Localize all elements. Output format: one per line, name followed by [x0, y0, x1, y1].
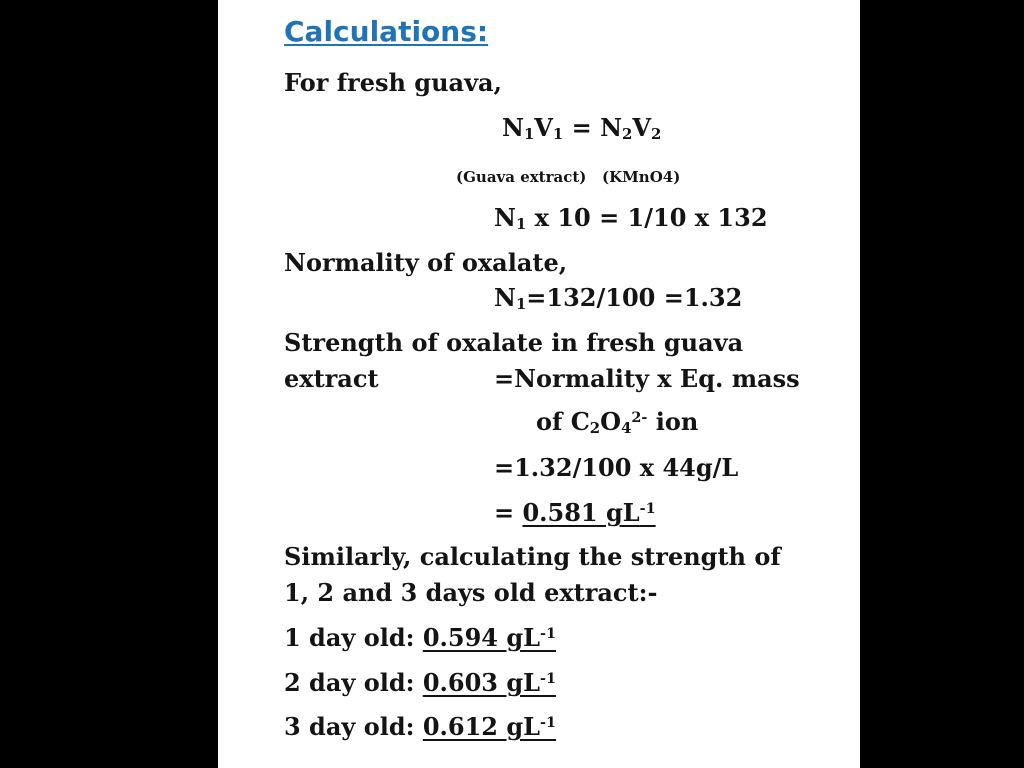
day-exponent: -1 [539, 625, 556, 643]
similarly-line-2: 1, 2 and 3 days old extract:- [284, 578, 658, 607]
equation-rest: x 10 = 1/10 x 132 [526, 203, 768, 232]
n-subscript: 1 [515, 294, 527, 313]
equation-n1v1-n2v2 [502, 113, 662, 143]
result-prefix: = [494, 498, 523, 527]
equals-sign: = [563, 113, 601, 142]
n2-subscript: 2 [622, 124, 633, 143]
n-symbol: N [494, 283, 516, 312]
slide-page [218, 0, 860, 768]
similarly-line-1: Similarly, calculating the strength of [284, 542, 781, 571]
n-subscript: 1 [515, 214, 527, 233]
n1-subscript: 1 [523, 124, 535, 143]
day-exponent: -1 [539, 670, 556, 688]
day-result-row [284, 623, 556, 652]
day-label: 3 day old: [284, 712, 423, 741]
day-result-row [284, 668, 556, 697]
o-symbol: O [600, 407, 622, 436]
day-label: 1 day old: [284, 623, 423, 652]
normality-equation [494, 283, 743, 313]
v1-symbol: V [534, 113, 553, 142]
day-number: 0.594 gL [422, 623, 540, 652]
result-value [522, 498, 655, 527]
day-number: 0.612 gL [422, 712, 540, 741]
equation-rest: =132/100 =1.32 [526, 283, 743, 312]
n2-symbol: N [600, 113, 623, 142]
v1-subscript: 1 [552, 124, 564, 143]
strength-line-2-right: =Normality x Eq. mass [494, 364, 800, 393]
equation-n1-times-10 [494, 203, 768, 233]
day-label: 2 day old: [284, 668, 423, 697]
strength-result [494, 498, 656, 527]
ion-charge: 2- [631, 409, 648, 427]
page-title: Calculations: [284, 15, 489, 48]
normality-label: Normality of oxalate, [284, 248, 568, 277]
result-number: 0.581 gL [522, 498, 640, 527]
n1-symbol: N [502, 113, 524, 142]
oxalate-ion-line [536, 407, 699, 437]
v2-subscript: 2 [651, 124, 662, 143]
strength-line-1: Strength of oxalate in fresh guava [284, 328, 744, 357]
result-exponent: -1 [639, 500, 656, 518]
v2-symbol: V [632, 113, 652, 142]
day-value [423, 623, 556, 652]
day-value [423, 668, 556, 697]
fresh-guava-intro: For fresh guava, [284, 68, 502, 97]
strength-calculation: =1.32/100 x 44g/L [494, 453, 739, 482]
equation-labels: (Guava extract) (KMnO4) [456, 168, 681, 186]
day-number: 0.603 gL [422, 668, 540, 697]
ion-prefix: of C [536, 407, 590, 436]
o-subscript: 4 [621, 418, 632, 437]
c-subscript: 2 [589, 418, 601, 437]
day-exponent: -1 [539, 714, 556, 732]
n-symbol: N [494, 203, 516, 232]
day-result-row [284, 712, 556, 741]
ion-suffix: ion [647, 407, 699, 436]
strength-line-2-left: extract [284, 364, 379, 393]
day-value [423, 712, 556, 741]
